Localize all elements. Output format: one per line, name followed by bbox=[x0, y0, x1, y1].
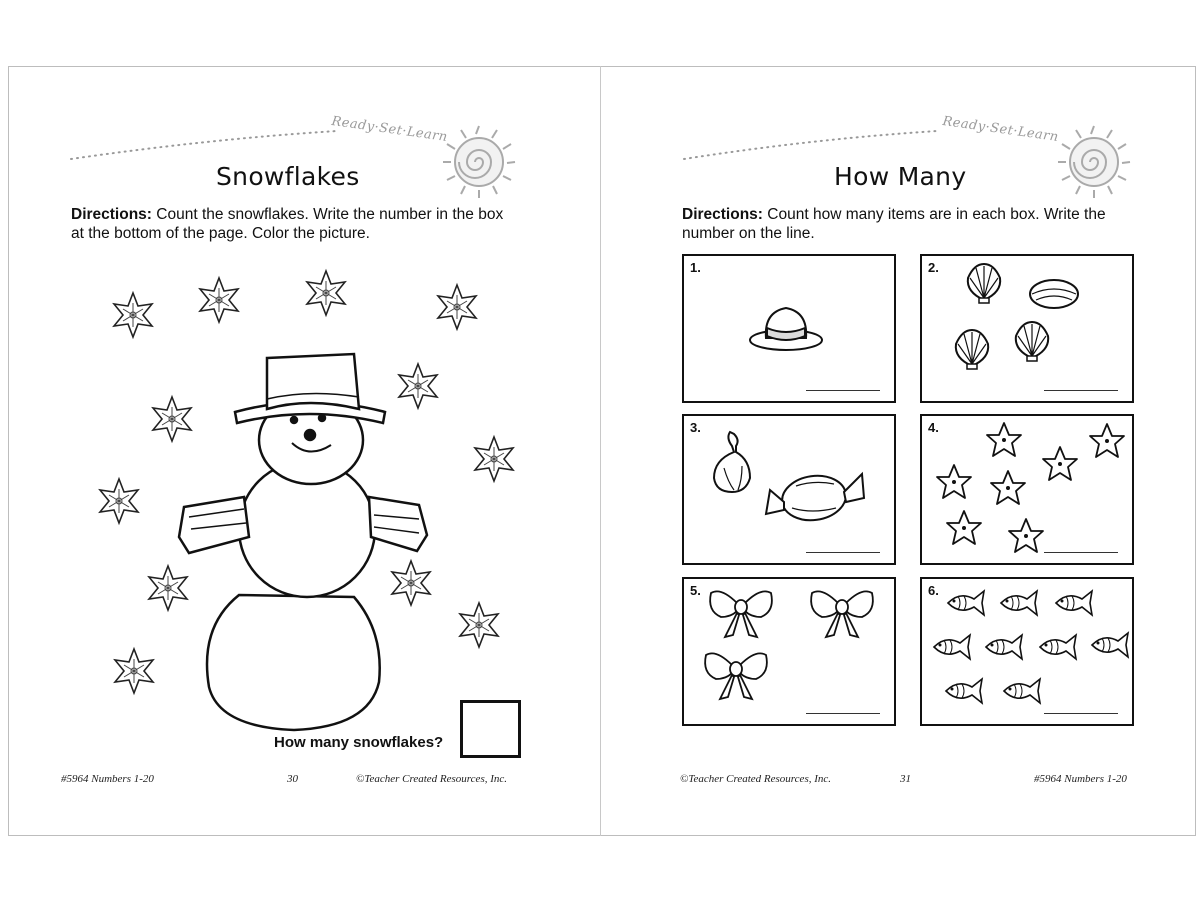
answer-prompt: How many snowflakes? bbox=[274, 734, 444, 751]
brand-logo-text: Ready·Set·Learn bbox=[941, 113, 1060, 146]
snowflake bbox=[399, 364, 437, 408]
directions-label: Directions: bbox=[682, 206, 763, 223]
hat-icon bbox=[684, 256, 894, 401]
sun-icon bbox=[1054, 122, 1134, 202]
book-spread bbox=[8, 66, 1196, 836]
right-page bbox=[602, 67, 1195, 835]
footer-right: ©Teacher Created Resources, Inc. bbox=[356, 773, 508, 785]
snowflake bbox=[438, 285, 476, 329]
left-page bbox=[9, 67, 602, 835]
answer-line[interactable] bbox=[806, 552, 880, 553]
snowflake bbox=[200, 278, 238, 322]
answer-line[interactable] bbox=[1044, 713, 1118, 714]
starfish-icon bbox=[947, 511, 981, 544]
box-number: 3. bbox=[690, 420, 701, 435]
directions bbox=[682, 205, 1132, 243]
page-number: 30 bbox=[287, 773, 298, 785]
count-box-5 bbox=[682, 577, 896, 726]
answer-line[interactable] bbox=[1044, 552, 1118, 553]
candy-icon bbox=[714, 432, 750, 492]
box-number: 5. bbox=[690, 583, 701, 598]
fish-icon bbox=[1001, 591, 1037, 615]
snowflake bbox=[392, 561, 430, 605]
count-box-1 bbox=[682, 254, 896, 403]
bow-icon bbox=[705, 653, 767, 699]
fish-icon bbox=[1040, 635, 1076, 659]
fish-icon bbox=[946, 679, 982, 703]
starfish-icon bbox=[987, 423, 1021, 456]
fish-icon bbox=[1092, 633, 1128, 657]
fish-icon bbox=[986, 635, 1022, 659]
count-box-3 bbox=[682, 414, 896, 565]
snowflake bbox=[475, 437, 513, 481]
snowflake bbox=[153, 397, 191, 441]
box-number: 1. bbox=[690, 260, 701, 275]
fish-group bbox=[922, 579, 1132, 724]
seashell-group bbox=[922, 256, 1132, 401]
fish-icon bbox=[934, 635, 970, 659]
bow-icon bbox=[811, 591, 873, 637]
snowflake bbox=[115, 649, 153, 693]
seashell-icon bbox=[956, 330, 988, 369]
starfish-group bbox=[922, 416, 1132, 563]
count-box-6 bbox=[920, 577, 1134, 726]
snowman bbox=[179, 354, 427, 730]
brand-logo-text: Ready·Set·Learn bbox=[330, 113, 449, 146]
directions-text: Count how many items are in each box. Write the number on the line. bbox=[682, 206, 1106, 242]
starfish-icon bbox=[1043, 447, 1077, 480]
footer-right: #5964 Numbers 1-20 bbox=[1034, 773, 1127, 785]
fish-icon bbox=[1056, 591, 1092, 615]
page-title: Snowflakes bbox=[216, 162, 360, 191]
book-spine bbox=[600, 66, 601, 836]
seashell-icon bbox=[968, 264, 1000, 303]
bow-icon bbox=[710, 591, 772, 637]
snowflake bbox=[100, 479, 138, 523]
box-number: 6. bbox=[928, 583, 939, 598]
snowflake bbox=[460, 603, 498, 647]
seashell-icon bbox=[1030, 280, 1078, 308]
snowflake bbox=[114, 293, 152, 337]
box-number: 4. bbox=[928, 420, 939, 435]
page-number: 31 bbox=[900, 773, 911, 785]
footer-left: ©Teacher Created Resources, Inc. bbox=[680, 773, 832, 785]
bow-group bbox=[684, 579, 894, 724]
directions-label: Directions: bbox=[71, 206, 152, 223]
page-title: How Many bbox=[834, 162, 967, 191]
dotted-arc bbox=[682, 119, 942, 149]
starfish-icon bbox=[1009, 519, 1043, 552]
box-number: 2. bbox=[928, 260, 939, 275]
snowflake bbox=[149, 566, 187, 610]
snowman-scene bbox=[9, 67, 602, 767]
starfish-icon bbox=[1090, 424, 1124, 457]
snowflake bbox=[307, 271, 345, 315]
count-box-2 bbox=[920, 254, 1134, 403]
fish-icon bbox=[948, 591, 984, 615]
answer-line[interactable] bbox=[806, 713, 880, 714]
count-box-4 bbox=[920, 414, 1134, 565]
answer-line[interactable] bbox=[806, 390, 880, 391]
footer-left: #5964 Numbers 1-20 bbox=[61, 773, 154, 785]
directions-text: Count the snowflakes. Write the number in the box at the bottom of the page. Color the picture. bbox=[71, 206, 504, 242]
starfish-icon bbox=[937, 465, 971, 498]
fish-icon bbox=[1004, 679, 1040, 703]
seashell-icon bbox=[1016, 322, 1048, 361]
answer-box[interactable] bbox=[460, 700, 521, 758]
starfish-icon bbox=[991, 471, 1025, 504]
candy-icon bbox=[766, 472, 864, 524]
answer-line[interactable] bbox=[1044, 390, 1118, 391]
candy-group bbox=[684, 416, 894, 563]
